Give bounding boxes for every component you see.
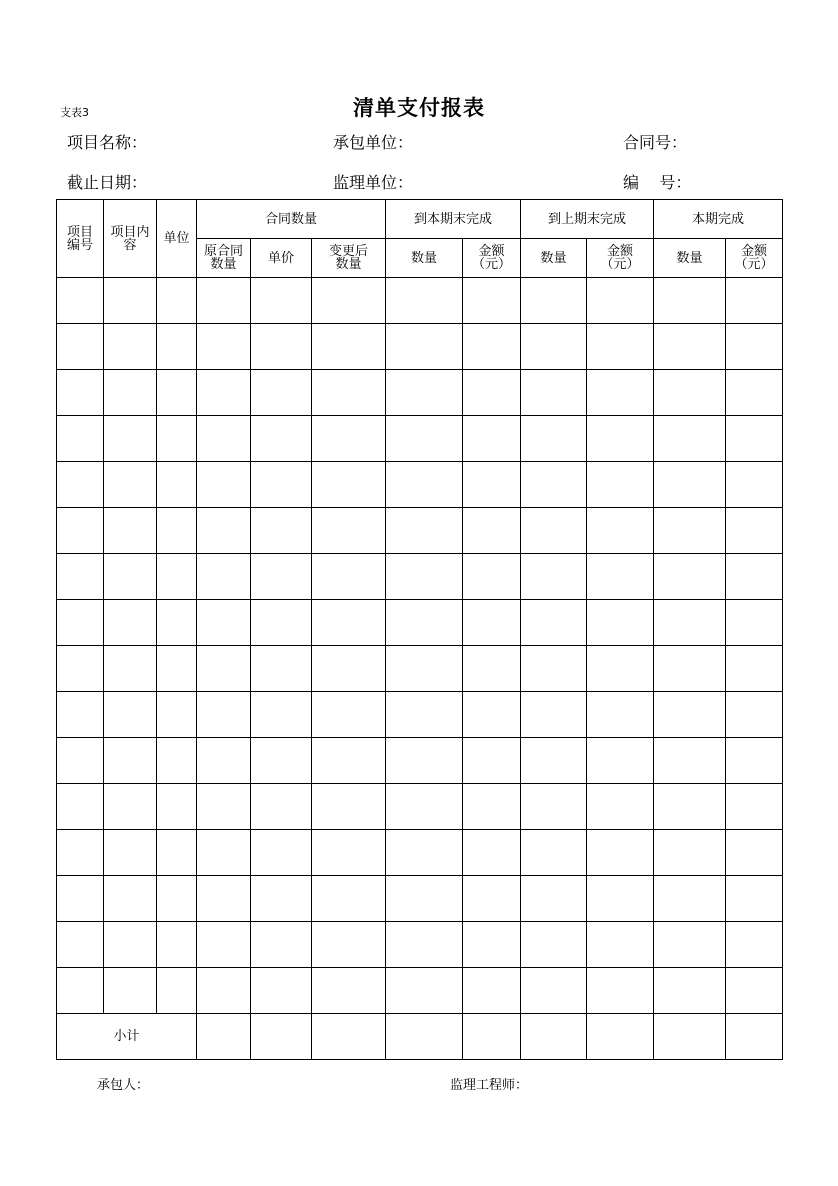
table-cell[interactable]	[587, 738, 654, 784]
table-cell[interactable]	[197, 830, 251, 876]
table-cell[interactable]	[463, 876, 521, 922]
table-cell[interactable]	[587, 830, 654, 876]
subtotal-cell[interactable]	[587, 1014, 654, 1060]
table-cell[interactable]	[157, 416, 197, 462]
table-cell[interactable]	[386, 646, 463, 692]
subtotal-cell[interactable]	[654, 1014, 726, 1060]
table-row	[57, 922, 783, 968]
header-original-qty: 原合同 数量	[197, 239, 251, 278]
table-cell[interactable]	[521, 968, 587, 1014]
table-cell[interactable]	[386, 830, 463, 876]
table-cell[interactable]	[57, 968, 104, 1014]
table-cell[interactable]	[197, 600, 251, 646]
table-row	[57, 370, 783, 416]
subtotal-cell[interactable]	[521, 1014, 587, 1060]
table-cell[interactable]	[104, 278, 157, 324]
table-cell[interactable]	[386, 738, 463, 784]
table-cell[interactable]	[463, 416, 521, 462]
table-cell[interactable]	[587, 554, 654, 600]
table-cell[interactable]	[197, 416, 251, 462]
table-cell[interactable]	[104, 416, 157, 462]
table-cell[interactable]	[251, 278, 312, 324]
table-cell[interactable]	[654, 968, 726, 1014]
table-cell[interactable]	[654, 646, 726, 692]
table-cell[interactable]	[386, 508, 463, 554]
table-cell[interactable]	[312, 646, 386, 692]
table-cell[interactable]	[726, 646, 783, 692]
table-cell[interactable]	[312, 278, 386, 324]
subtotal-cell[interactable]	[197, 1014, 251, 1060]
table-cell[interactable]	[587, 876, 654, 922]
table-cell[interactable]	[463, 600, 521, 646]
table-cell[interactable]	[104, 830, 157, 876]
table-cell[interactable]	[587, 462, 654, 508]
table-cell[interactable]	[386, 600, 463, 646]
table-cell[interactable]	[726, 370, 783, 416]
table-cell[interactable]	[57, 416, 104, 462]
table-cell[interactable]	[104, 784, 157, 830]
table-cell[interactable]	[654, 600, 726, 646]
table-cell[interactable]	[312, 876, 386, 922]
table-cell[interactable]	[57, 600, 104, 646]
table-cell[interactable]	[726, 416, 783, 462]
table-cell[interactable]	[312, 830, 386, 876]
table-cell[interactable]	[587, 646, 654, 692]
header-current-qty: 数量	[654, 239, 726, 278]
table-cell[interactable]	[312, 416, 386, 462]
header-item-content: 项目内 容	[104, 200, 157, 278]
table-cell[interactable]	[654, 738, 726, 784]
table-row	[57, 324, 783, 370]
project-name-label: 项目名称：	[67, 133, 148, 152]
contract-no-label: 合同号：	[623, 133, 688, 152]
table-cell[interactable]	[157, 324, 197, 370]
header-to-current-group: 到本期末完成	[386, 200, 521, 239]
table-cell[interactable]	[251, 968, 312, 1014]
page-title: 清单支付报表	[353, 95, 485, 120]
table-cell[interactable]	[251, 462, 312, 508]
table-cell[interactable]	[463, 370, 521, 416]
table-cell[interactable]	[157, 922, 197, 968]
table-cell[interactable]	[521, 784, 587, 830]
table-cell[interactable]	[312, 600, 386, 646]
table-cell[interactable]	[157, 600, 197, 646]
table-cell[interactable]	[654, 324, 726, 370]
header-contract-qty-group: 合同数量	[197, 200, 386, 239]
table-cell[interactable]	[312, 462, 386, 508]
table-cell[interactable]	[104, 738, 157, 784]
table-cell[interactable]	[726, 278, 783, 324]
table-cell[interactable]	[197, 508, 251, 554]
table-cell[interactable]	[587, 600, 654, 646]
table-cell[interactable]	[197, 278, 251, 324]
table-row	[57, 738, 783, 784]
table-row	[57, 600, 783, 646]
table-cell[interactable]	[197, 968, 251, 1014]
table-cell[interactable]	[726, 830, 783, 876]
header-to-previous-group: 到上期末完成	[521, 200, 654, 239]
table-cell[interactable]	[386, 416, 463, 462]
subtotal-row	[57, 1014, 783, 1060]
table-cell[interactable]	[386, 876, 463, 922]
table-cell[interactable]	[312, 968, 386, 1014]
table-cell[interactable]	[197, 370, 251, 416]
table-cell[interactable]	[654, 922, 726, 968]
table-cell[interactable]	[312, 370, 386, 416]
table-row	[57, 508, 783, 554]
table-cell[interactable]	[654, 692, 726, 738]
subtotal-label: 小计	[57, 1014, 197, 1060]
table-cell[interactable]	[157, 876, 197, 922]
table-cell[interactable]	[157, 830, 197, 876]
table-cell[interactable]	[251, 324, 312, 370]
table-cell[interactable]	[251, 600, 312, 646]
table-cell[interactable]	[587, 508, 654, 554]
table-cell[interactable]	[463, 646, 521, 692]
table-row	[57, 462, 783, 508]
table-cell[interactable]	[157, 508, 197, 554]
header-to-current-qty: 数量	[386, 239, 463, 278]
table-cell[interactable]	[197, 784, 251, 830]
table-cell[interactable]	[521, 830, 587, 876]
table-row	[57, 646, 783, 692]
table-cell[interactable]	[104, 646, 157, 692]
table-row	[57, 692, 783, 738]
table-row	[57, 416, 783, 462]
contractor-signature-label: 承包人：	[97, 1078, 150, 1093]
table-cell[interactable]	[251, 646, 312, 692]
table-cell[interactable]	[251, 416, 312, 462]
table-cell[interactable]	[654, 278, 726, 324]
table-row	[57, 554, 783, 600]
table-cell[interactable]	[57, 324, 104, 370]
table-cell[interactable]	[251, 692, 312, 738]
table-cell[interactable]	[197, 554, 251, 600]
table-cell[interactable]	[157, 370, 197, 416]
table-cell[interactable]	[57, 738, 104, 784]
table-row	[57, 876, 783, 922]
form-code: 支表3	[60, 106, 89, 119]
table-cell[interactable]	[104, 600, 157, 646]
table-cell[interactable]	[251, 738, 312, 784]
table-cell[interactable]	[463, 784, 521, 830]
table-row	[57, 278, 783, 324]
table-cell[interactable]	[57, 370, 104, 416]
table-cell[interactable]	[312, 324, 386, 370]
table-cell[interactable]	[251, 830, 312, 876]
header-current-group: 本期完成	[654, 200, 783, 239]
table-cell[interactable]	[463, 324, 521, 370]
table-cell[interactable]	[157, 462, 197, 508]
table-cell[interactable]	[157, 968, 197, 1014]
table-cell[interactable]	[386, 784, 463, 830]
table-cell[interactable]	[157, 784, 197, 830]
table-cell[interactable]	[197, 462, 251, 508]
table-cell[interactable]	[521, 692, 587, 738]
subtotal-cell[interactable]	[312, 1014, 386, 1060]
table-cell[interactable]	[521, 416, 587, 462]
table-cell[interactable]	[386, 370, 463, 416]
table-cell[interactable]	[104, 508, 157, 554]
table-cell[interactable]	[587, 968, 654, 1014]
table-cell[interactable]	[312, 508, 386, 554]
table-cell[interactable]	[521, 646, 587, 692]
table-cell[interactable]	[57, 830, 104, 876]
table-cell[interactable]	[726, 876, 783, 922]
table-cell[interactable]	[521, 600, 587, 646]
table-cell[interactable]	[726, 600, 783, 646]
table-cell[interactable]	[654, 416, 726, 462]
table-cell[interactable]	[251, 922, 312, 968]
supervisor-label: 监理单位：	[333, 173, 414, 192]
table-cell[interactable]	[654, 876, 726, 922]
header-unit: 单位	[157, 200, 197, 278]
table-cell[interactable]	[312, 692, 386, 738]
table-cell[interactable]	[251, 554, 312, 600]
table-cell[interactable]	[197, 738, 251, 784]
header-changed-qty: 变更后 数量	[312, 239, 386, 278]
subtotal-cell[interactable]	[386, 1014, 463, 1060]
table-cell[interactable]	[587, 324, 654, 370]
table-cell[interactable]	[157, 554, 197, 600]
engineer-signature-label: 监理工程师：	[450, 1078, 529, 1093]
table-cell[interactable]	[57, 922, 104, 968]
contractor-label: 承包单位：	[333, 133, 414, 152]
header-to-current-amount: 金额 （元）	[463, 239, 521, 278]
payment-report-table	[56, 199, 783, 1060]
table-cell[interactable]	[386, 278, 463, 324]
number-label: 编 号：	[623, 173, 692, 192]
table-cell[interactable]	[726, 462, 783, 508]
header-item-no: 项目 编号	[57, 200, 104, 278]
table-cell[interactable]	[104, 324, 157, 370]
table-cell[interactable]	[157, 646, 197, 692]
table-cell[interactable]	[251, 784, 312, 830]
table-cell[interactable]	[104, 554, 157, 600]
table-cell[interactable]	[157, 278, 197, 324]
table-cell[interactable]	[521, 324, 587, 370]
table-cell[interactable]	[104, 370, 157, 416]
table-cell[interactable]	[726, 508, 783, 554]
table-cell[interactable]	[57, 554, 104, 600]
table-cell[interactable]	[197, 692, 251, 738]
table-cell[interactable]	[251, 508, 312, 554]
header-row-1	[57, 200, 783, 239]
table-cell[interactable]	[312, 922, 386, 968]
table-cell[interactable]	[463, 922, 521, 968]
table-cell[interactable]	[104, 968, 157, 1014]
table-cell[interactable]	[197, 922, 251, 968]
table-cell[interactable]	[521, 738, 587, 784]
table-cell[interactable]	[654, 462, 726, 508]
table-cell[interactable]	[57, 508, 104, 554]
table-cell[interactable]	[587, 922, 654, 968]
table-cell[interactable]	[726, 692, 783, 738]
table-cell[interactable]	[587, 278, 654, 324]
header-to-previous-amount: 金额 （元）	[587, 239, 654, 278]
table-cell[interactable]	[654, 784, 726, 830]
table-cell[interactable]	[521, 370, 587, 416]
table-cell[interactable]	[104, 876, 157, 922]
table-cell[interactable]	[654, 830, 726, 876]
table-cell[interactable]	[463, 508, 521, 554]
table-cell[interactable]	[104, 692, 157, 738]
table-row	[57, 784, 783, 830]
header-to-previous-qty: 数量	[521, 239, 587, 278]
table-cell[interactable]	[463, 554, 521, 600]
table-cell[interactable]	[386, 462, 463, 508]
table-cell[interactable]	[57, 876, 104, 922]
table-cell[interactable]	[312, 738, 386, 784]
table-cell[interactable]	[104, 462, 157, 508]
table-cell[interactable]	[463, 830, 521, 876]
table-cell[interactable]	[251, 370, 312, 416]
table-cell[interactable]	[726, 922, 783, 968]
table-cell[interactable]	[197, 876, 251, 922]
table-cell[interactable]	[521, 462, 587, 508]
table-cell[interactable]	[654, 508, 726, 554]
table-cell[interactable]	[57, 278, 104, 324]
table-cell[interactable]	[521, 876, 587, 922]
table-cell[interactable]	[463, 462, 521, 508]
table-cell[interactable]	[312, 784, 386, 830]
table-cell[interactable]	[726, 738, 783, 784]
table-cell[interactable]	[386, 554, 463, 600]
table-cell[interactable]	[587, 370, 654, 416]
table-cell[interactable]	[521, 278, 587, 324]
table-cell[interactable]	[386, 324, 463, 370]
table-cell[interactable]	[726, 968, 783, 1014]
table-cell[interactable]	[197, 646, 251, 692]
table-cell[interactable]	[157, 738, 197, 784]
table-row	[57, 968, 783, 1014]
table-cell[interactable]	[726, 784, 783, 830]
table-cell[interactable]	[57, 692, 104, 738]
subtotal-cell[interactable]	[726, 1014, 783, 1060]
table-cell[interactable]	[463, 968, 521, 1014]
header-current-amount: 金额 （元）	[726, 239, 783, 278]
table-cell[interactable]	[57, 784, 104, 830]
table-cell[interactable]	[521, 922, 587, 968]
subtotal-cell[interactable]	[251, 1014, 312, 1060]
table-cell[interactable]	[386, 692, 463, 738]
table-cell[interactable]	[587, 692, 654, 738]
table-cell[interactable]	[312, 554, 386, 600]
table-row	[57, 830, 783, 876]
table-cell[interactable]	[57, 462, 104, 508]
table-cell[interactable]	[654, 554, 726, 600]
header-unit-price: 单价	[251, 239, 312, 278]
cutoff-date-label: 截止日期：	[67, 173, 148, 192]
table-cell[interactable]	[104, 922, 157, 968]
table-cell[interactable]	[521, 508, 587, 554]
table-cell[interactable]	[251, 876, 312, 922]
table-cell[interactable]	[587, 784, 654, 830]
table-cell[interactable]	[197, 324, 251, 370]
table-cell[interactable]	[157, 692, 197, 738]
table-cell[interactable]	[463, 692, 521, 738]
table-cell[interactable]	[386, 968, 463, 1014]
table-cell[interactable]	[57, 646, 104, 692]
table-cell[interactable]	[463, 278, 521, 324]
table-cell[interactable]	[587, 416, 654, 462]
table-cell[interactable]	[726, 324, 783, 370]
table-cell[interactable]	[521, 554, 587, 600]
subtotal-cell[interactable]	[463, 1014, 521, 1060]
table-cell[interactable]	[386, 922, 463, 968]
table-cell[interactable]	[654, 370, 726, 416]
table-cell[interactable]	[463, 738, 521, 784]
table-cell[interactable]	[726, 554, 783, 600]
